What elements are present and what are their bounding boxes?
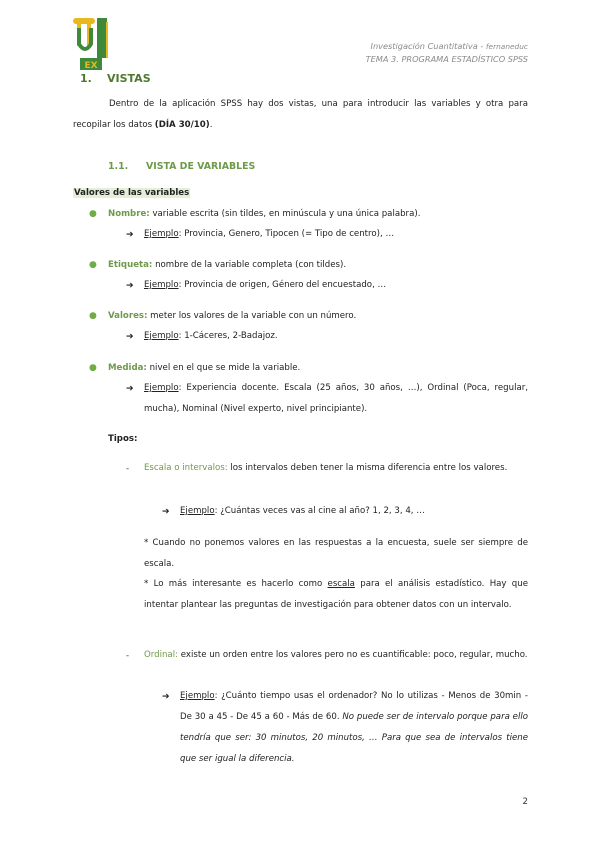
- item-label: Nombre:: [108, 209, 150, 219]
- arrow-right-icon: ➔: [126, 384, 134, 394]
- bullet-icon: ●: [89, 260, 97, 270]
- arrow-right-icon: ➔: [162, 507, 170, 517]
- item-text: meter los valores de la variable con un número.: [147, 311, 357, 321]
- item-label: Valores:: [108, 311, 148, 321]
- note-text: para el análisis estadístico. Hay que intentar plantear las preguntas de investigación para obtener datos con un intervalo.: [144, 579, 528, 610]
- subsection-heading: [108, 161, 255, 172]
- svg-text:EX: EX: [84, 61, 98, 71]
- ordinal-text: existe un orden entre los valores pero no es cuantificable: poco, regular, mucho.: [178, 650, 528, 660]
- example-text: : ¿Cuánto tiempo usas el ordenador? No lo utilizas - Menos de 30min - De 30 a 45 - De 45 a 60 - Más de 60.: [180, 691, 528, 722]
- item-text: nivel en el que se mide la variable.: [146, 363, 301, 373]
- dash-bullet: -: [126, 651, 130, 661]
- ordinal-item: [144, 645, 528, 666]
- subsection-number: 1.1.: [108, 161, 129, 172]
- bullet-icon: ●: [89, 311, 97, 321]
- scale-label: Escala o intervalos:: [144, 463, 228, 473]
- arrow-right-icon: ➔: [162, 692, 170, 702]
- list-item: [108, 311, 528, 321]
- header-title: Investigación Cuantitativa -: [370, 41, 484, 51]
- values-heading: Valores de las variables: [74, 188, 190, 198]
- example-label: Ejemplo: [144, 331, 179, 341]
- item-label: Medida:: [108, 363, 147, 373]
- example-label: Ejemplo: [180, 506, 215, 516]
- example-text: : Experiencia docente. Escala (25 años, 30 años, …), Ordinal (Poca, regular, mucha), Nominal (Nivel experto, nivel principiante).: [144, 383, 528, 414]
- list-item: [108, 260, 528, 270]
- intro-end: .: [209, 120, 213, 130]
- section-heading: [80, 72, 151, 85]
- bullet-icon: ●: [89, 363, 97, 373]
- example-text: : ¿Cuántas veces vas al cine al año? 1, 2, 3, 4, …: [214, 506, 425, 516]
- example-label: Ejemplo: [180, 691, 215, 701]
- example-line: [180, 686, 528, 770]
- example-line: [144, 378, 528, 420]
- example-line: [144, 224, 528, 245]
- note-underlined: escala: [327, 579, 355, 589]
- example-line: [144, 275, 528, 296]
- header-author: fernaneduc: [485, 42, 528, 51]
- example-line: [144, 326, 528, 347]
- example-italic-text: No puede ser de intervalo porque para ello tendría que ser: 30 minutos, 20 minutos, … Para que sea de intervalos tiene que ser igual la diferencia.: [180, 712, 528, 764]
- example-label: Ejemplo: [144, 280, 179, 290]
- example-text: : Provincia, Genero, Tipocen (= Tipo de centro), …: [178, 229, 395, 239]
- note-text: * Lo más interesante es hacerlo como: [144, 579, 328, 589]
- section-number: 1.: [80, 72, 92, 85]
- scale-text: los intervalos deben tener la misma diferencia entre los valores.: [227, 463, 508, 473]
- example-label: Ejemplo: [144, 229, 179, 239]
- item-text: nombre de la variable completa (con tildes).: [152, 260, 347, 270]
- uex-logo: [70, 14, 112, 74]
- scale-note-2: [144, 574, 528, 616]
- ordinal-label: Ordinal:: [144, 650, 178, 660]
- intro-paragraph: [73, 94, 528, 136]
- tipos-label: Tipos:: [108, 434, 138, 444]
- example-label: Ejemplo: [144, 383, 179, 393]
- example-text: : 1-Cáceres, 2-Badajoz.: [178, 331, 278, 341]
- arrow-right-icon: ➔: [126, 230, 134, 240]
- subsection-title: VISTA DE VARIABLES: [146, 161, 256, 172]
- bullet-icon: ●: [89, 209, 97, 219]
- intro-text: Dentro de la aplicación SPSS hay dos vistas, una para introducir las variables y otra para recopilar los datos: [73, 99, 528, 130]
- item-text: variable escrita (sin tildes, en minúscula y una única palabra).: [149, 209, 421, 219]
- list-item: [108, 209, 528, 219]
- arrow-right-icon: ➔: [126, 332, 134, 342]
- arrow-right-icon: ➔: [126, 281, 134, 291]
- item-label: Etiqueta:: [108, 260, 153, 270]
- example-line: [180, 501, 528, 522]
- scale-note-1: * Cuando no ponemos valores en las respuestas a la encuesta, suele ser siempre de escala.: [144, 538, 528, 569]
- dash-bullet: -: [126, 464, 130, 474]
- list-item: [108, 363, 528, 373]
- scale-item: [144, 458, 528, 479]
- intro-highlight: (DÍA 30/10): [154, 120, 210, 130]
- running-header-title: [371, 41, 528, 51]
- section-title: VISTAS: [107, 72, 151, 85]
- example-text: : Provincia de origen, Género del encuestado, …: [178, 280, 387, 290]
- page-number: 2: [522, 797, 528, 807]
- header-subtitle: TEMA 3. PROGRAMA ESTADÍSTICO SPSS: [365, 54, 528, 64]
